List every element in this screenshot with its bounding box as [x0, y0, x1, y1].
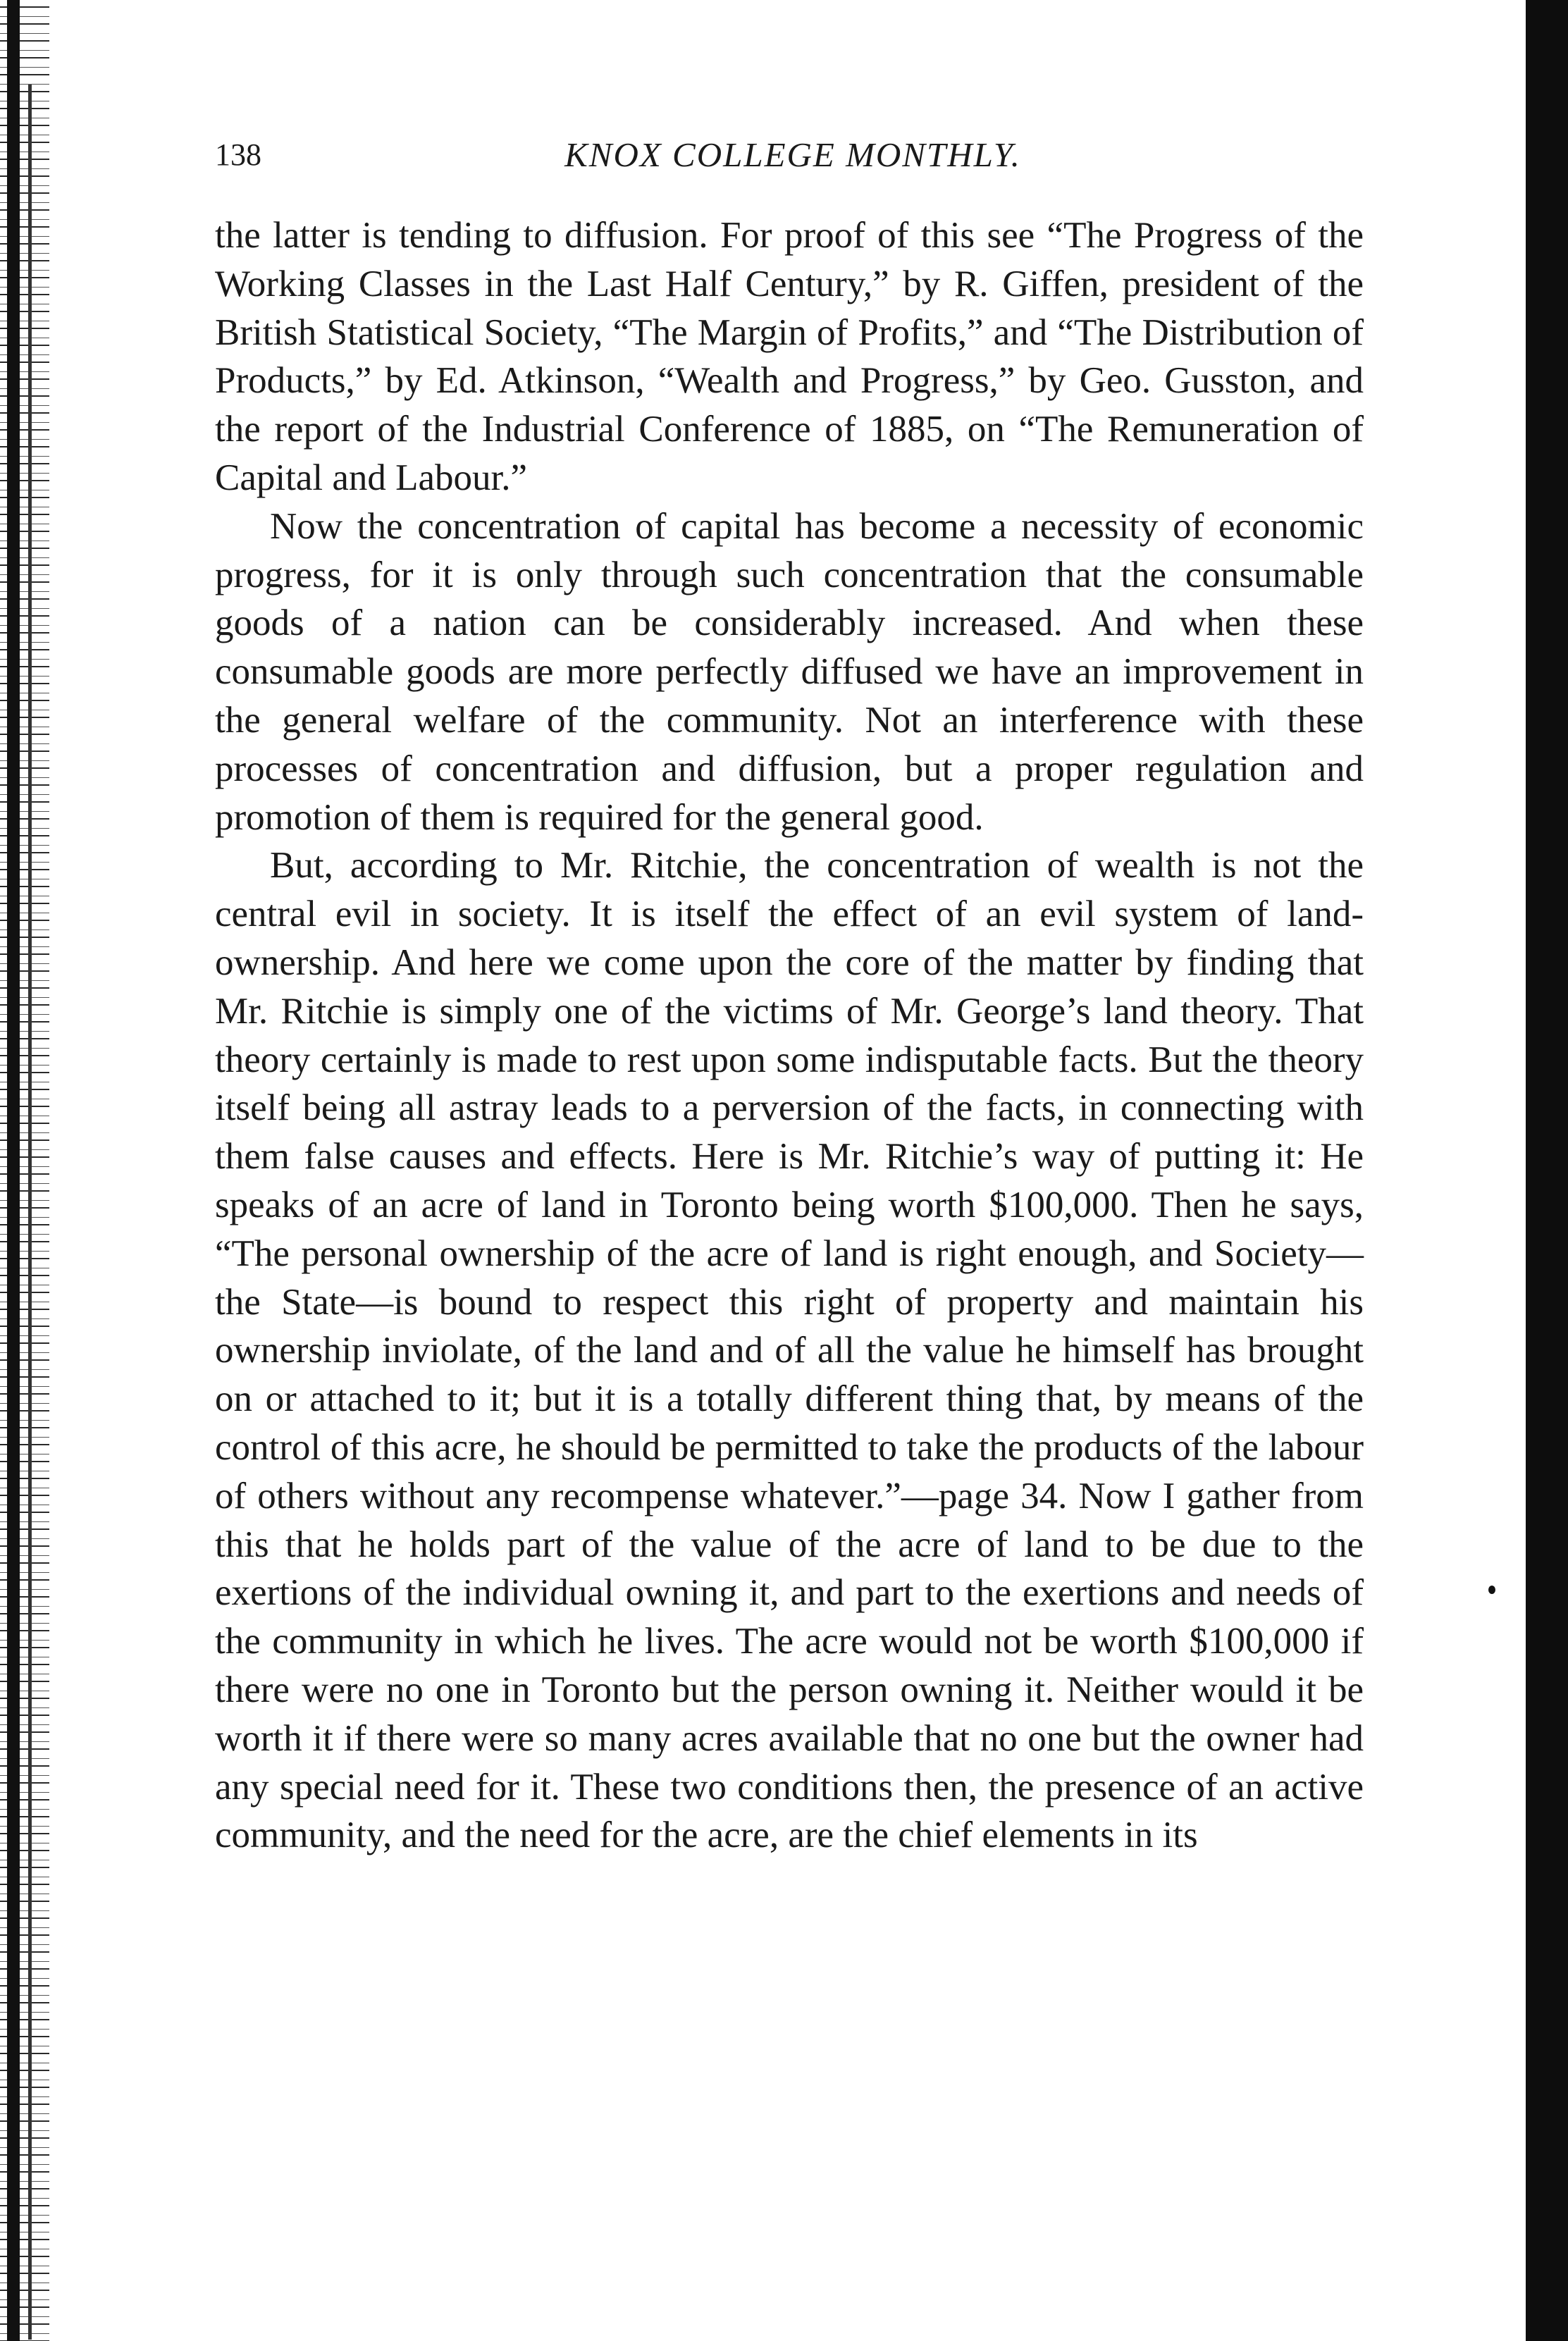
paragraph-1: the latter is tending to diffusion. For proof of this see “The Progress of the Working Classes in the Last Half Century,” by R. Giffen, president of the British Statistical Society, “The Margin of Profits,” and “The Distribution of Products,” by Ed. Atkinson, “Wealth and Progress,” by Geo. Gusston, and the report of the Industrial Conference of 1885, on “The Remuneration of Capital and Labour.” — [215, 215, 1364, 498]
running-title: KNOX COLLEGE MONTHLY. — [564, 135, 1021, 174]
scan-border-right — [1526, 0, 1568, 2341]
paragraph-3: But, according to Mr. Ritchie, the concentration of wealth is not the central evil in society. It is itself the effect of an evil system of land-ownership. And here we come upon the core of the matter by finding that Mr. Ritchie is simply one of the victims of Mr. George’s land theory. That theory certainly is made to rest upon some indisputable facts. But the theory itself being all astray leads to a perversion of the facts, in connecting with them false causes and effects. Here is Mr. Ritchie’s way of putting it: He speaks of an acre of land in Toronto being worth $100,000. Then he says, “The personal ownership of the acre of land is right enough, and Society—the State—is bound to respect this right of property and maintain his ownership inviolate, of the land and of all the value he himself has brought on or attached to it; but it is a totally different thing that, by means of the control of this acre, he should be permitted to take the products of the labour of others without any recompense whatever.”—page 34. Now I gather from this that he holds part of the value of the acre of land to be due to the exertions of the individual owning it, and part to the exertions and needs of the community in which he lives. The acre would not be worth $100,000 if there were no one in Toronto but the person owning it. Neither would it be worth it if there were so many acres available that no one but the owner had any special need for it. These two conditions then, the presence of an active community, and the need for the acre, are the chief elements in its — [215, 845, 1364, 1856]
scan-speck — [1488, 1586, 1495, 1594]
page-number: 138 — [215, 137, 261, 172]
binding-shadow — [7, 0, 20, 2341]
binding-line — [28, 85, 32, 2340]
body-text — [215, 211, 1364, 1860]
page-header — [215, 127, 1371, 183]
paragraph-2: Now the concentration of capital has become a necessity of economic progress, for it is only through such concentration that the consumable goods of a nation can be considerably increased. And when these consumable goods are more perfectly diffused we have an improvement in the general welfare of the community. Not an interference with these processes of concentration and diffusion, but a proper regulation and promotion of them is required for the general good. — [215, 505, 1364, 838]
